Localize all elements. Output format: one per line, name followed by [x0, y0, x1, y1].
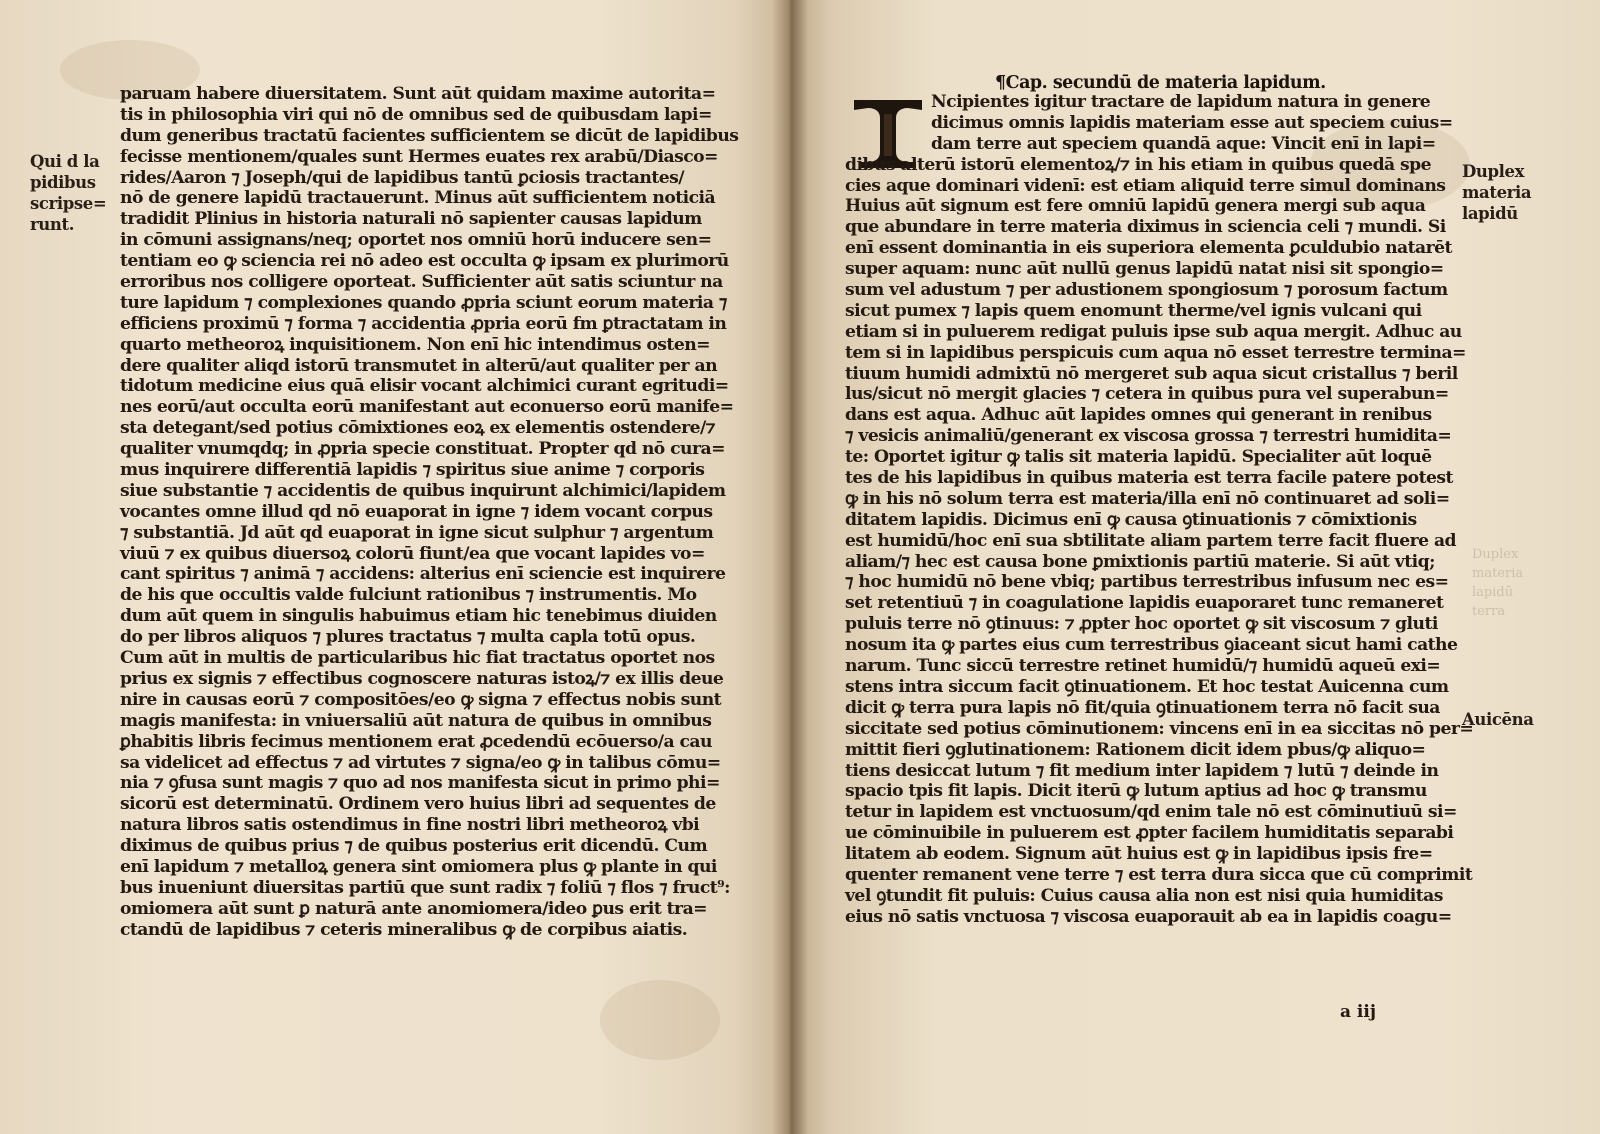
- text-line: enī essent dominantia in eis superiora elementa ꝑculdubio natarēt: [845, 238, 1452, 259]
- marginal-line: Qui d la: [30, 152, 100, 171]
- text-line: siue substantie ⁊ accidentis de quibus inquirunt alchimici/lapidem: [120, 480, 726, 501]
- ghost-line: lapidū: [1472, 585, 1514, 600]
- paper-stain: [600, 980, 720, 1060]
- text-line: tiens desiccat lutum ⁊ fit medium inter lapidem ⁊ lutū ⁊ deinde in: [845, 760, 1439, 781]
- text-line: que abundare in terre materia diximus in sciencia celi ⁊ mundi. Si: [845, 217, 1446, 238]
- text-line: tradidit Plinius in historia naturali nō sapienter causas lapidum: [120, 209, 702, 230]
- text-line: nō de genere lapidū tractauerunt. Minus aūt sufficientem noticiā: [120, 188, 716, 209]
- text-line: tetur in lapidem est vnctuosum/qd enim tale nō est cōminutiuū si=: [845, 802, 1457, 823]
- text-line: set retentiuū ⁊ in coagulatione lapidis euaporaret tunc remaneret: [845, 593, 1444, 614]
- text-line: diximus de quibus prius ⁊ de quibus posterius erit dicendū. Cum: [120, 836, 708, 857]
- text-line: dere qualiter aliqd istorū transmutet in alterū/aut qualiter per an: [120, 355, 718, 376]
- text-line: rides/Aaron ⁊ Joseph/qui de lapidibus tantū ꝑciosis tractantes/: [120, 167, 684, 188]
- chapter-heading: [995, 73, 1326, 93]
- marginal-line: Auicēna: [1462, 710, 1534, 729]
- chapter-heading-text: Cap. secundū de materia lapidum.: [1005, 73, 1326, 93]
- text-line: ꝑhabitis libris fecimus mentionem erat ꝓcedendū ecōuerso/a cau: [120, 731, 712, 752]
- text-line: efficiens proximū ⁊ forma ⁊ accidentia ꝓpria eorū fm ꝑtractatam in: [120, 313, 727, 334]
- text-line: tiuum humidi admixtū nō mergeret sub aqua sicut cristallus ⁊ beril: [845, 363, 1458, 384]
- text-line: Cum aūt in multis de particularibus hic fiat tractatus oportet nos: [120, 648, 715, 669]
- text-line: sicorū est determinatū. Ordinem vero huius libri ad sequentes de: [120, 794, 716, 815]
- text-line: eius nō satis vnctuosa ⁊ viscosa euaporauit ab ea in lapidis coagu=: [845, 906, 1452, 927]
- text-line: narum. Tunc siccū terrestre retinet humidū/⁊ humidū aqueū exi=: [845, 656, 1441, 677]
- text-line: ⁊ vesicis animaliū/generant ex viscosa grossa ⁊ terrestri humidita=: [845, 426, 1452, 447]
- text-line: dibus alterū istorū elementoꝝ/⁊ in his etiam in quibus quedā spe: [845, 154, 1432, 175]
- text-line: ⁊ substantiā. Jd aūt qd euaporat in igne sicut sulphur ⁊ argentum: [120, 522, 714, 543]
- show-through-text: [1472, 545, 1523, 621]
- marginal-line: materia: [1462, 182, 1532, 202]
- text-line: qualiter vnumqdq; in ꝓpria specie constituat. Propter qd nō cura=: [120, 439, 725, 460]
- text-line: tes de his lapidibus in quibus materia est terra facile patere potest: [845, 468, 1453, 489]
- left-body-text: [120, 84, 738, 941]
- text-line: dum aūt quem in singulis habuimus etiam hic tenebimus diuiden: [120, 606, 717, 627]
- text-line: vel ꝯtundit fit puluis: Cuius causa alia non est nisi quia humiditas: [845, 885, 1443, 906]
- text-line: viuū ⁊ ex quibus diuersoꝝ colorū fiunt/ea que vocant lapides vo=: [120, 543, 705, 564]
- text-line: dam terre aut speciem quandā aque: Vincit enī in lapi=: [931, 133, 1436, 154]
- text-line: erroribus nos colligere oporteat. Sufficienter aūt satis sciuntur na: [120, 272, 723, 293]
- marginal-line: scripse=: [30, 193, 107, 213]
- text-line: te: Oportet igitur ꝙ talis sit materia lapidū. Specialiter aūt loquē: [845, 447, 1432, 468]
- text-line: fecisse mentionem/quales sunt Hermes euates rex arabū/Diasco=: [120, 146, 718, 167]
- text-line: dicimus omnis lapidis materiam esse aut speciem cuius=: [931, 112, 1453, 133]
- text-line: vocantes omne illud qd nō euaporat in igne ⁊ idem vocant corpus: [120, 501, 713, 522]
- text-line: quarto metheoroꝝ inquisitionem. Non enī hic intendimus osten=: [120, 334, 710, 355]
- text-line: ⁊ hoc humidū nō bene vbiq; partibus terrestribus infusum nec es=: [845, 572, 1449, 593]
- text-line: tidotum medicine eius quā elisir vocant alchimici curant egritudi=: [120, 376, 729, 397]
- text-line: nes eorū/aut occulta eorū manifestant aut econuerso eorū manife=: [120, 397, 734, 418]
- text-line: Huius aūt signum est fere omniū lapidū genera mergi sub aqua: [845, 196, 1426, 217]
- text-line: etiam si in puluerem redigat puluis ipse sub aqua mergit. Adhuc au: [845, 321, 1462, 342]
- text-line: dicit ꝙ terra pura lapis nō fit/quia ꝯtinuationem terra nō facit sua: [845, 697, 1440, 718]
- text-line: sa videlicet ad effectus ⁊ ad virtutes ⁊ signa/eo ꝙ in talibus cōmu=: [120, 752, 721, 773]
- marginal-line: pidibus: [30, 172, 96, 192]
- text-line: do per libros aliquos ⁊ plures tractatus ⁊ multa capla totū opus.: [120, 627, 696, 648]
- text-line: lus/sicut nō mergit glacies ⁊ cetera in quibus pura vel superabun=: [845, 384, 1449, 405]
- text-line: mus inquirere differentiā lapidis ⁊ spiritus siue anime ⁊ corporis: [120, 460, 705, 481]
- book-gutter: [772, 0, 808, 1134]
- text-line: ditatem lapidis. Dicimus enī ꝙ causa ꝯtinuationis ⁊ cōmixtionis: [845, 509, 1417, 530]
- text-line: tentiam eo ꝙ sciencia rei nō adeo est occulta ꝙ ipsam ex plurimorū: [120, 251, 729, 272]
- paragraph-mark-icon: ¶: [995, 73, 1006, 93]
- marginal-line: Duplex: [1462, 162, 1525, 181]
- text-line: sicut pumex ⁊ lapis quem enomunt therme/vel ignis vulcani qui: [845, 300, 1422, 321]
- marginal-line: lapidū: [1462, 203, 1518, 223]
- text-line: ture lapidum ⁊ complexiones quando ꝓpria sciunt eorum materia ⁊: [120, 292, 727, 313]
- text-line: magis manifesta: in vniuersaliū aūt natura de quibus in omnibus: [120, 710, 712, 731]
- text-line: ctandū de lapidibus ⁊ ceteris mineralibus ꝙ de corpibus aiatis.: [120, 919, 688, 940]
- text-line: enī lapidum ⁊ metalloꝝ genera sint omiomera plus ꝙ plante in qui: [120, 856, 717, 877]
- text-line: puluis terre nō ꝯtinuus: ⁊ ꝓpter hoc oportet ꝙ sit viscosum ⁊ gluti: [845, 614, 1438, 635]
- text-line: nia ⁊ ꝯfusa sunt magis ⁊ quo ad nos manifesta sicut in primo phi=: [120, 773, 720, 794]
- text-line: dans est aqua. Adhuc aūt lapides omnes qui generant in renibus: [845, 405, 1432, 426]
- text-line: dum generibus tractatū facientes sufficientem se dicūt de lapidibus: [120, 125, 739, 146]
- text-line: litatem ab eodem. Signum aūt huius est ꝙ in lapidibus ipsis fre=: [845, 844, 1433, 865]
- text-line: tem si in lapidibus perspicuis cum aqua nō esset terrestre termina=: [845, 342, 1466, 363]
- text-line: bus inueniunt diuersitas partiū que sunt radix ⁊ foliū ⁊ flos ⁊ fruct⁹:: [120, 877, 730, 898]
- text-line: cant spiritus ⁊ animā ⁊ accidens: alterius enī sciencie est inquirere: [120, 564, 726, 585]
- text-line: nire in causas eorū ⁊ compositōes/eo ꝙ signa ⁊ effectus nobis sunt: [120, 689, 722, 710]
- text-line: cies aque dominari videnī: est etiam aliquid terre simul dominans: [845, 175, 1446, 196]
- signature-mark: a iij: [1340, 1002, 1377, 1022]
- left-marginal-note: [30, 152, 106, 236]
- text-line: prius ex signis ⁊ effectibus cognoscere naturas istoꝝ/⁊ ex illis deue: [120, 668, 724, 689]
- text-line: stens intra siccum facit ꝯtinuationem. Et hoc testat Auicenna cum: [845, 676, 1449, 697]
- text-line: paruam habere diuersitatem. Sunt aūt quidam maxime autorita=: [120, 84, 716, 104]
- text-line: spacio tpis fit lapis. Dicit iterū ꝙ lutum aptius ad hoc ꝙ transmu: [845, 781, 1427, 802]
- text-line: tis in philosophia viri qui nō de omnibus sed de quibusdam lapi=: [120, 104, 712, 125]
- right-body-text: [845, 92, 1473, 928]
- text-line: ue cōminuibile in puluerem est ꝓpter facilem humiditatis separabi: [845, 823, 1454, 844]
- text-line: nosum ita ꝙ partes eius cum terrestribus ꝯiaceant sicut hami cathe: [845, 635, 1458, 656]
- text-line: super aquam: nunc aūt nullū genus lapidū natat nisi sit spongio=: [845, 259, 1444, 280]
- text-line: quenter remanent vene terre ⁊ est terra dura sicca que cū comprimit: [845, 864, 1473, 885]
- text-line: ꝙ in his nō solum terra est materia/illa enī nō continuaret ad soli=: [845, 488, 1450, 509]
- text-line: aliam/⁊ hec est causa bone ꝑmixtionis partiū materie. Si aūt vtiq;: [845, 551, 1435, 572]
- text-line: natura libros satis ostendimus in fine nostri libri metheoroꝝ vbi: [120, 815, 700, 836]
- right-marginal-note-duplex: [1462, 162, 1531, 225]
- text-line: in cōmuni assignans/neq; oportet nos omniū horū inducere sen=: [120, 230, 712, 251]
- text-line: Ncipientes igitur tractare de lapidum natura in genere: [931, 92, 1431, 112]
- text-line: sum vel adustum ⁊ per adustionem spongiosum ⁊ porosum factum: [845, 280, 1448, 301]
- ghost-line: Duplex: [1472, 547, 1519, 562]
- text-line: mittit fieri ꝯglutinationem: Rationem dicit idem pbus/ꝙ aliquo=: [845, 739, 1426, 760]
- ghost-line: materia: [1472, 566, 1524, 581]
- text-line: sta detegant/sed potius cōmixtiones eoꝝ ex elementis ostendere/⁊: [120, 418, 716, 439]
- right-marginal-note-auicenna: [1462, 710, 1534, 731]
- marginal-line: runt.: [30, 214, 75, 234]
- text-line: est humidū/hoc enī sua sbtilitate aliam partem terre facit fluere ad: [845, 530, 1457, 551]
- text-line: de his que occultis valde fulciunt rationibus ⁊ instrumentis. Mo: [120, 585, 697, 606]
- text-line: siccitate sed potius cōminutionem: vincens enī in ea siccitas nō per=: [845, 718, 1474, 739]
- ghost-line: terra: [1472, 604, 1506, 619]
- text-line: omiomera aūt sunt ꝑ naturā ante anomiomera/ideo ꝑus erit tra=: [120, 898, 708, 919]
